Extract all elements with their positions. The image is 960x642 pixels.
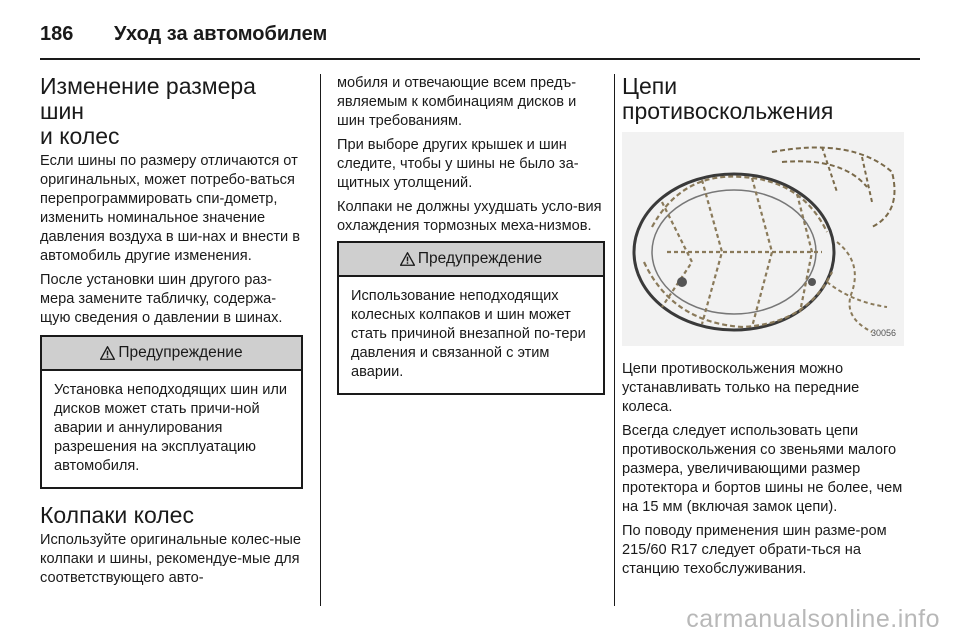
chapter-title: Уход за автомобилем — [114, 22, 328, 45]
section-title-line: Цепи — [622, 73, 678, 99]
warning-text: Установка неподходящих шин или дисков может стать причи-ной аварии и аннулирования разрешения на эксплуатацию автомобиля. — [54, 382, 288, 474]
paragraph: Колпаки не должны ухудшать усло-вия охлаждения тормозных меха-низмов. — [337, 199, 602, 234]
page-number: 186 — [40, 22, 74, 45]
paragraph: После установки шин другого раз-мера замените табличку, содержа-щую сведения о давлении в шинах. — [40, 272, 283, 326]
warning-body — [339, 277, 603, 393]
paragraph: Цепи противоскольжения можно устанавливать только на передние колеса. — [622, 361, 860, 415]
column-3 — [622, 74, 904, 584]
column-divider-2 — [614, 74, 615, 606]
snow-chains-illustration — [622, 132, 904, 346]
watermark: carmanualsonline.info — [686, 605, 940, 633]
warning-title: Предупреждение — [118, 344, 243, 361]
header-divider — [40, 58, 920, 60]
warning-body — [42, 371, 301, 487]
image-code: 30056 — [870, 328, 896, 338]
warning-triangle-icon — [400, 252, 415, 266]
warning-box — [337, 241, 605, 395]
warning-box — [40, 335, 303, 489]
paragraph: мобиля и отвечающие всем предъ-являемым к комбинациям дисков и шин требованиям. — [337, 75, 577, 129]
section-title-line: и колес — [40, 123, 120, 149]
column-1 — [40, 74, 303, 593]
snow-chain-icon — [622, 132, 904, 346]
page-header — [40, 18, 327, 50]
section-title-tire-size — [40, 74, 303, 149]
section-title-line: противоскольжения — [622, 98, 834, 124]
paragraph: Если шины по размеру отличаются от оригинальных, может потребо-ваться перепрограммировать спи-дометр, изменить номинальное значение давления воздуха в ши-нах и внести в автомобиль другие изменения. — [40, 153, 301, 264]
column-divider-1 — [320, 74, 321, 606]
section-title-wheel-covers: Колпаки колес — [40, 502, 194, 528]
warning-title: Предупреждение — [417, 250, 543, 267]
paragraph: Используйте оригинальные колес-ные колпаки и шины, рекомендуе-мые для соответствующего авто- — [40, 532, 301, 586]
paragraph: По поводу применения шин разме-ром 215/60 R17 следует обрати-ться на станцию техобслуживания. — [622, 523, 887, 577]
section-title-line: Изменение размера шин — [40, 73, 256, 124]
column-2 — [337, 74, 605, 395]
warning-text: Использование неподходящих колесных колпаков и шин может стать причиной внезапной по-тери давления и связанной с этим аварии. — [351, 288, 586, 380]
paragraph: Всегда следует использовать цепи противоскольжения со звеньями малого размера, увеличивающими размер протектора и бортов шины не более, чем на 15 мм (включая замок цепи). — [622, 423, 903, 515]
paragraph: При выборе других крышек и шин следите, чтобы у шины не было за-щитных утолщений. — [337, 137, 579, 191]
warning-header — [42, 337, 301, 371]
warning-header — [339, 243, 603, 277]
section-title-snow-chains — [622, 74, 904, 124]
warning-triangle-icon — [100, 346, 115, 360]
